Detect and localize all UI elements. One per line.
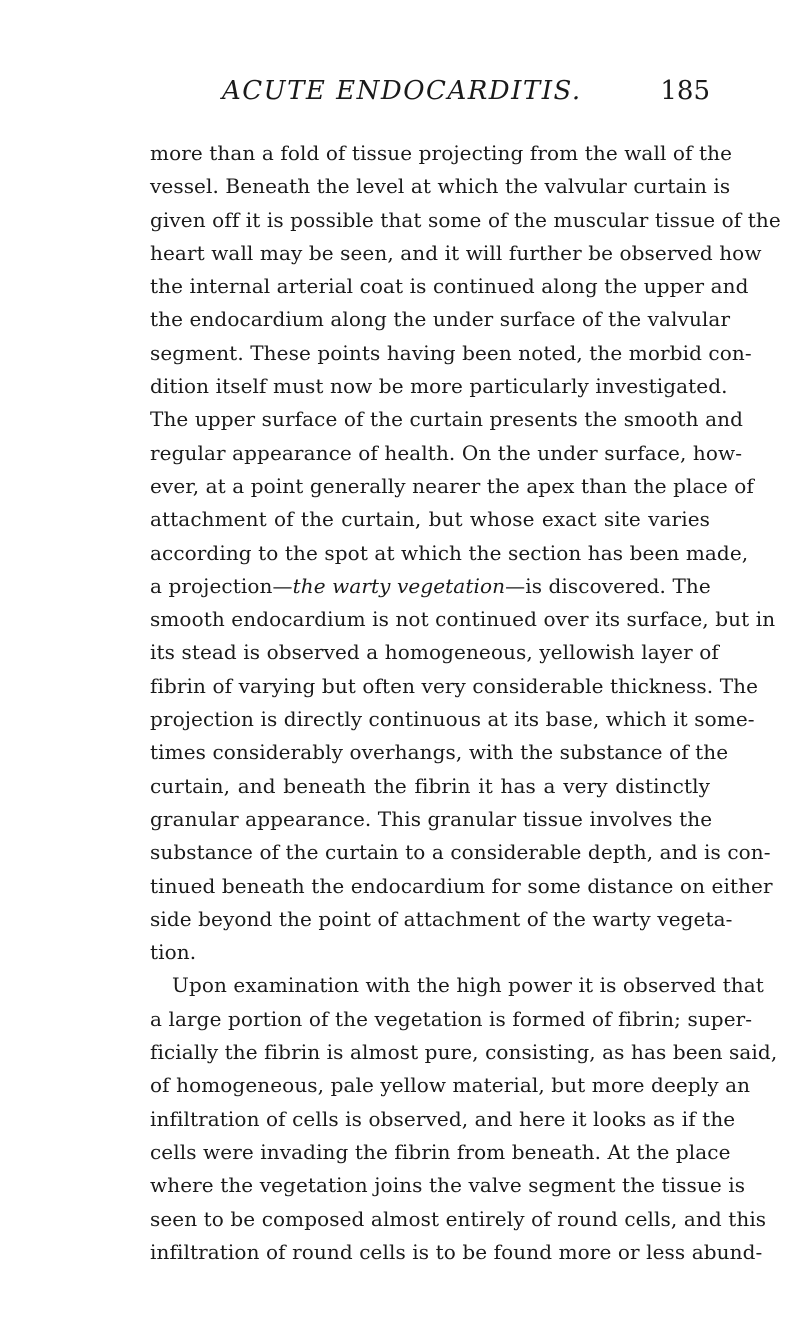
text-line-5: the internal arterial coat is continued along the upper and bbox=[150, 274, 749, 299]
body-text bbox=[150, 137, 781, 1269]
text-line-14 bbox=[150, 570, 710, 603]
page-number: 185 bbox=[660, 76, 710, 106]
text-line-14-before: a projection— bbox=[150, 573, 293, 598]
text-line-22: substance of the curtain to a considerable depth, and is con- bbox=[150, 840, 771, 865]
text-line-26: Upon examination with the high power it is observed that bbox=[172, 973, 764, 998]
text-line-7: segment. These points having been noted, the morbid con- bbox=[150, 340, 752, 365]
text-line-13: according to the spot at which the section has been made, bbox=[150, 540, 749, 565]
text-line-33: seen to be composed almost entirely of round cells, and this bbox=[150, 1206, 767, 1231]
text-line-1: more than a fold of tissue projecting from the wall of the bbox=[150, 141, 733, 165]
italic-phrase: the warty vegetation bbox=[292, 573, 506, 598]
text-line-24: side beyond the point of attachment of the warty vegeta- bbox=[150, 906, 733, 931]
text-line-31: cells were invading the fibrin from beneath. At the place bbox=[150, 1139, 731, 1164]
text-line-25: tion. bbox=[150, 940, 197, 965]
text-line-15: smooth endocardium is not continued over its surface, but in bbox=[150, 607, 776, 632]
text-line-19: times considerably overhangs, with the substance of the bbox=[150, 740, 729, 765]
running-title: ACUTE ENDOCARDITIS. bbox=[222, 76, 582, 106]
text-line-4: heart wall may be seen, and it will further be observed how bbox=[150, 240, 762, 265]
text-line-6: the endocardium along the under surface of the valvular bbox=[150, 307, 731, 332]
text-line-18: projection is directly continuous at its base, which it some- bbox=[150, 707, 755, 732]
text-line-11: ever, at a point generally nearer the apex than the place of bbox=[150, 473, 754, 498]
text-line-23: tinued beneath the endocardium for some distance on either bbox=[150, 873, 773, 898]
text-line-17: fibrin of varying but often very considerable thickness. The bbox=[150, 673, 759, 698]
text-line-21: granular appearance. This granular tissue involves the bbox=[150, 806, 713, 831]
text-line-29: of homogeneous, pale yellow material, but more deeply an bbox=[150, 1073, 751, 1098]
text-line-10: regular appearance of health. On the under surface, how- bbox=[150, 440, 743, 465]
text-line-9: The upper surface of the curtain presents the smooth and bbox=[150, 407, 743, 432]
text-line-2: vessel. Beneath the level at which the valvular curtain is bbox=[150, 174, 731, 199]
text-line-3: given off it is possible that some of the muscular tissue of the bbox=[150, 207, 781, 232]
text-line-12: attachment of the curtain, but whose exact site varies bbox=[150, 507, 710, 532]
text-line-20: curtain, and beneath the fibrin it has a very distinctly bbox=[150, 773, 710, 798]
text-line-28: ficially the fibrin is almost pure, consisting, as has been said, bbox=[150, 1040, 778, 1065]
page-header bbox=[150, 76, 710, 116]
text-line-34: infiltration of round cells is to be found more or less abund- bbox=[150, 1239, 763, 1264]
text-line-30: infiltration of cells is observed, and here it looks as if the bbox=[150, 1106, 736, 1131]
text-line-14-after: —is discovered. The bbox=[505, 573, 711, 598]
text-line-8: dition itself must now be more particularly investigated. bbox=[150, 374, 728, 399]
text-line-16: its stead is observed a homogeneous, yellowish layer of bbox=[150, 640, 719, 665]
text-line-27: a large portion of the vegetation is formed of fibrin; super- bbox=[150, 1006, 753, 1031]
text-line-32: where the vegetation joins the valve segment the tissue is bbox=[150, 1173, 746, 1198]
